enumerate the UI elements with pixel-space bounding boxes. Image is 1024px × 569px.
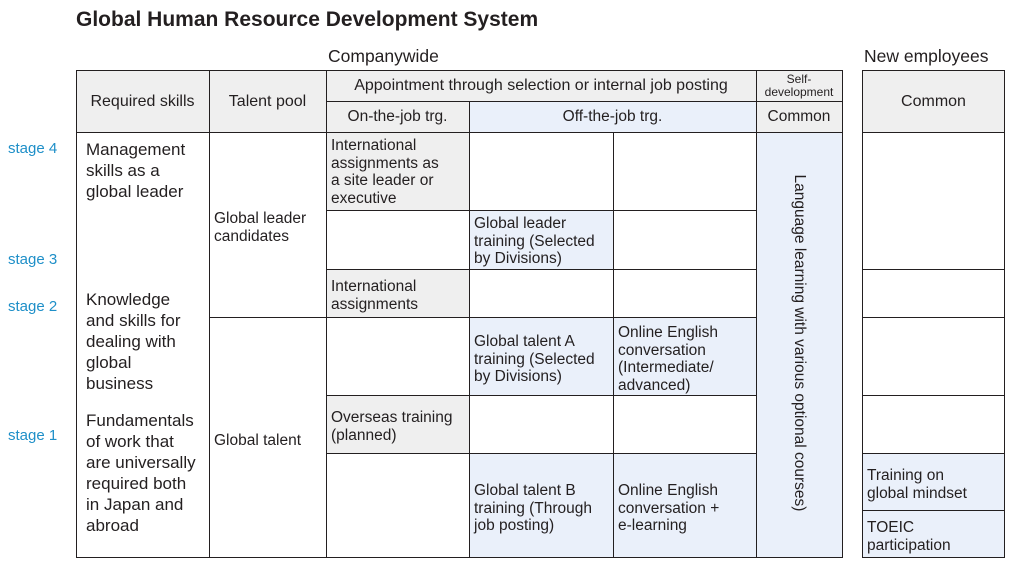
program-talent-a: Global talent A training (Selected by Divisions) xyxy=(474,333,595,385)
self-development-header: Self- development xyxy=(764,71,834,99)
stage-2-label: stage 2 xyxy=(8,298,58,315)
page-title: Global Human Resource Development System xyxy=(76,8,539,31)
talent-pool-header: Talent pool xyxy=(228,92,307,110)
program-online-elearning: Online English conversation + e-learning xyxy=(618,482,720,534)
off-the-job-header: Off-the-job trg. xyxy=(562,108,663,125)
appointment-header: Appointment through selection or internal job posting xyxy=(354,77,728,94)
talent-pool-leader: Global leader candidates xyxy=(214,210,307,245)
stage-4-label: stage 4 xyxy=(8,140,58,157)
stage-3-label: stage 3 xyxy=(8,251,58,268)
program-intl-leader: International assignments as a site leader or executive xyxy=(331,137,439,207)
program-leader-training: Global leader training (Selected by Divisions) xyxy=(474,215,595,267)
program-global-mindset: Training on global mindset xyxy=(867,467,967,502)
new-employees-label: New employees xyxy=(864,46,989,66)
program-language-learning: Language learning with various optional courses) xyxy=(791,174,808,512)
program-intl-assignments: International assignments xyxy=(331,278,419,313)
program-online-advanced: Online English conversation (Intermediate/ advanced) xyxy=(618,324,718,394)
stage-1-label: stage 1 xyxy=(8,427,58,444)
skill-management: Management skills as a global leader xyxy=(86,140,186,201)
talent-pool-global: Global talent xyxy=(214,432,302,449)
companywide-label: Companywide xyxy=(328,46,439,66)
skill-knowledge: Knowledge and skills for dealing with global business xyxy=(86,290,181,393)
required-skills-header: Required skills xyxy=(90,92,195,110)
new-employees-common-header: Common xyxy=(901,92,966,110)
self-development-common-header: Common xyxy=(767,108,831,125)
on-the-job-header: On-the-job trg. xyxy=(347,108,448,125)
program-overseas: Overseas training (planned) xyxy=(331,409,453,444)
program-toeic: TOEIC participation xyxy=(867,519,951,554)
program-talent-b: Global talent B training (Through job posting) xyxy=(474,482,593,534)
skill-fundamentals: Fundamentals of work that are universally required both in Japan and abroad xyxy=(86,411,196,535)
